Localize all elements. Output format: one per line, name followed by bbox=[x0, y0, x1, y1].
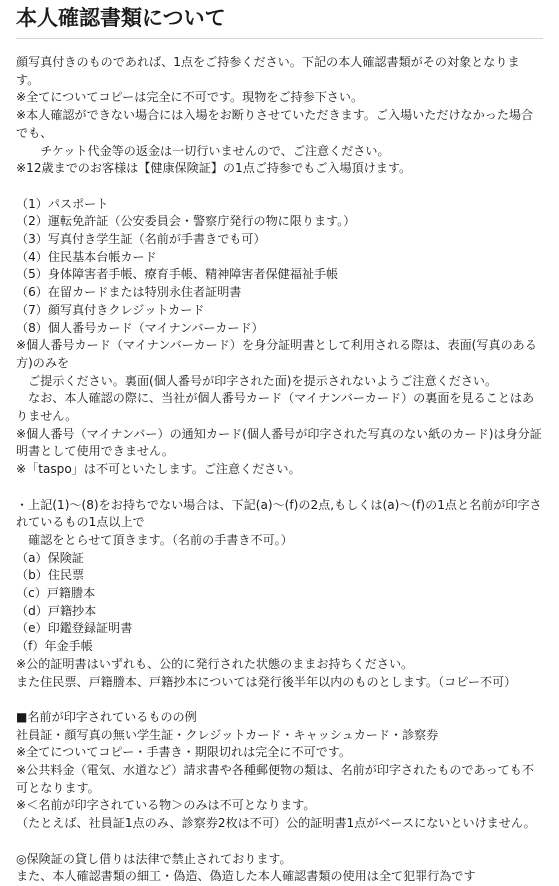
page-title: 本人確認書類について bbox=[16, 5, 543, 39]
intro-section bbox=[16, 54, 543, 178]
id-list bbox=[16, 196, 543, 338]
text-line: ※「taspo」は不可といたします。ご注意ください。 bbox=[16, 462, 301, 477]
text-line: ※全てについてコピー・手書き・期限切れは完全に不可です。 bbox=[16, 745, 351, 760]
text-line: なお、本人確認の際に、当社が個人番号カード（マイナンバーカード）の裏面を見ることはあ bbox=[16, 391, 535, 406]
text-line: ※本人確認ができない場合には入場をお断りさせていただきます。ご入場いただけなかった場合 bbox=[16, 108, 534, 123]
text-line: 顔写真付きのものであれば、1点をご持参ください。下記の本人確認書類がその対象となりま bbox=[16, 55, 520, 69]
list-item: （d）戸籍抄本 bbox=[16, 603, 97, 618]
list-item: （a）保険証 bbox=[16, 550, 84, 565]
list-item: （f）年金手帳 bbox=[16, 639, 93, 654]
name-printed-section bbox=[16, 709, 543, 833]
text-line: りません。 bbox=[16, 409, 78, 424]
spacer bbox=[16, 833, 543, 851]
document-body bbox=[16, 54, 543, 886]
text-line: また、本人確認書類の細工・偽造、偽造した本人確認書類の使用は全て犯罪行為です bbox=[16, 869, 476, 884]
list-item: （6）在留カードまたは特別永住者証明書 bbox=[16, 285, 242, 300]
list-item: （8）個人番号カード（マイナンバーカード） bbox=[16, 320, 264, 335]
text-line: 可となります。 bbox=[16, 780, 100, 795]
text-line: ※全てについてコピーは完全に不可です。現物をご持参下さい。 bbox=[16, 90, 364, 105]
list-item: （5）身体障害者手帳、療育手帳、精神障害者保健福祉手帳 bbox=[16, 267, 339, 282]
list-item: （c）戸籍謄本 bbox=[16, 586, 96, 601]
text-line: ※個人番号カード（マイナンバーカード）を身分証明書として利用される際は、表面(写真のある bbox=[16, 338, 537, 353]
footer-notes bbox=[16, 851, 543, 886]
text-line: （たとえば、社員証1点のみ、診察券2枚は不可）公的証明書1点がベースにないといけません。 bbox=[16, 816, 536, 831]
text-line: 確認をとらせて頂きます。（名前の手書き不可。） bbox=[16, 532, 293, 547]
text-line: 社員証・顔写真の無い学生証・クレジットカード・キャッシュカード・診察券 bbox=[16, 727, 439, 742]
text-line: ※公的証明書はいずれも、公的に発行された状態のままお持ちください。 bbox=[16, 656, 414, 671]
text-line: れているもの1点以上で bbox=[16, 515, 145, 530]
text-line: ※公共料金（電気、水道など）請求書や各種郵便物の類は、名前が印字されたものであっても不 bbox=[16, 763, 534, 778]
page bbox=[0, 5, 559, 886]
spacer bbox=[16, 691, 543, 709]
text-line: 方)のみを bbox=[16, 355, 70, 370]
section-heading: ■名前が印字されているものの例 bbox=[16, 709, 197, 724]
list-item: （2）運転免許証（公安委員会・警察庁発行の物に限ります。） bbox=[16, 214, 356, 229]
list-item: （3）写真付き学生証（名前が手書きでも可） bbox=[16, 232, 266, 247]
text-line: でも、 bbox=[16, 125, 53, 140]
text-line: 明書として使用できません。 bbox=[16, 444, 174, 459]
text-line: ※＜名前が印字されている物＞のみは不可となります。 bbox=[16, 798, 316, 813]
list-item: （7）顔写真付きクレジットカード bbox=[16, 302, 205, 317]
text-line: ◎保険証の貸し借りは法律で禁止されております。 bbox=[16, 851, 292, 866]
text-line: チケット代金等の返金は一切行いませんので、ご注意ください。 bbox=[16, 143, 390, 158]
text-line: ・上記(1)〜(8)をお持ちでない場合は、下記(a)〜(f)の2点,もしくは(a)〜(f)の1点と名前が印字さ bbox=[16, 497, 542, 512]
spacer bbox=[16, 178, 543, 196]
mynumber-notes bbox=[16, 337, 543, 479]
alternative-documents-section bbox=[16, 497, 543, 692]
text-line: ※12歳までのお客様は【健康保険証】の1点ご持参でもご入場頂けます。 bbox=[16, 161, 412, 176]
list-item: （e）印鑑登録証明書 bbox=[16, 621, 133, 636]
text-line: ご提示ください。裏面(個人番号が印字された面)を提示されないようご注意ください。 bbox=[16, 373, 498, 388]
list-item: （1）パスポート bbox=[16, 196, 109, 211]
spacer bbox=[16, 479, 543, 497]
list-item: （4）住民基本台帳カード bbox=[16, 249, 157, 264]
text-line: す。 bbox=[16, 72, 40, 87]
text-line: また住民票、戸籍謄本、戸籍抄本については発行後半年以内のものとします。（コピー不可） bbox=[16, 674, 517, 689]
text-line: ※個人番号（マイナンバー）の通知カード(個人番号が印字された写真のない紙のカード)は身分証 bbox=[16, 426, 542, 441]
list-item: （b）住民票 bbox=[16, 568, 85, 583]
